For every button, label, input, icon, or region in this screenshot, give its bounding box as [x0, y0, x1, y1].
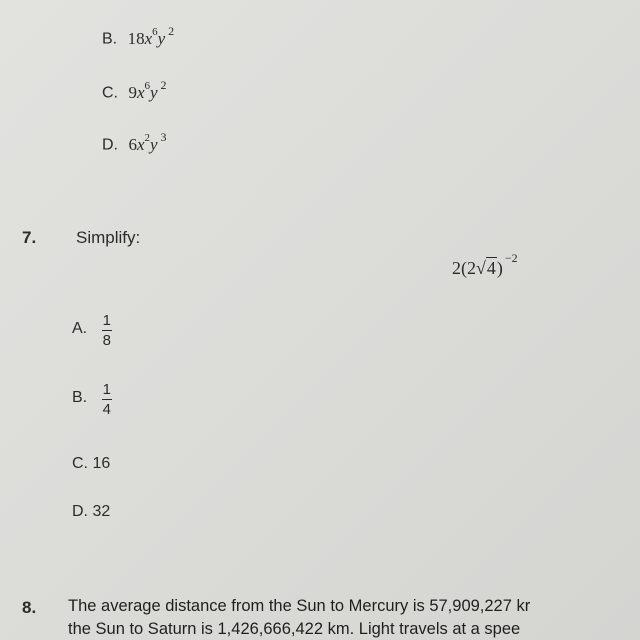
q7-choice-c	[72, 455, 110, 473]
choice-value: 16	[92, 455, 111, 472]
choice-label: B.	[102, 30, 118, 48]
question-number-7: 7.	[22, 228, 37, 247]
q6-choice-b	[102, 23, 175, 49]
choice-label: C.	[102, 84, 118, 102]
q7-choice-d	[72, 503, 110, 521]
question-number-8: 8.	[22, 598, 37, 617]
question-text-line-2: the Sun to Saturn is 1,426,666,422 km. Light travels at a spee	[68, 620, 521, 638]
radical-sign: √4	[476, 258, 496, 278]
choice-expression: $18x^6y$ $^2$	[127, 23, 175, 48]
question-prompt: Simplify:	[76, 228, 141, 247]
q7-choice-b: B. $\frac{1}{4}$	[72, 381, 111, 418]
q6-choice-d	[102, 129, 167, 155]
choice-expression: $6x^2y$ $^3$	[128, 129, 167, 154]
choice-expression: $9x^6y$ $^2$	[128, 77, 167, 102]
q7-choice-a: A. $\frac{1}{8}$	[72, 312, 111, 349]
choice-label: D.	[72, 503, 88, 520]
math-expression: 2(2√4) $^{-2}$	[452, 251, 518, 278]
q6-choice-c	[102, 77, 167, 103]
choice-label: C.	[72, 455, 88, 472]
fraction: $\frac{1}{4}$	[102, 381, 111, 418]
choice-label: D.	[102, 136, 118, 154]
fraction: $\frac{1}{8}$	[102, 312, 111, 349]
choice-value: 32	[92, 503, 111, 520]
question-text-line-1: The average distance from the Sun to Mercury is 57,909,227 kr	[68, 597, 531, 615]
